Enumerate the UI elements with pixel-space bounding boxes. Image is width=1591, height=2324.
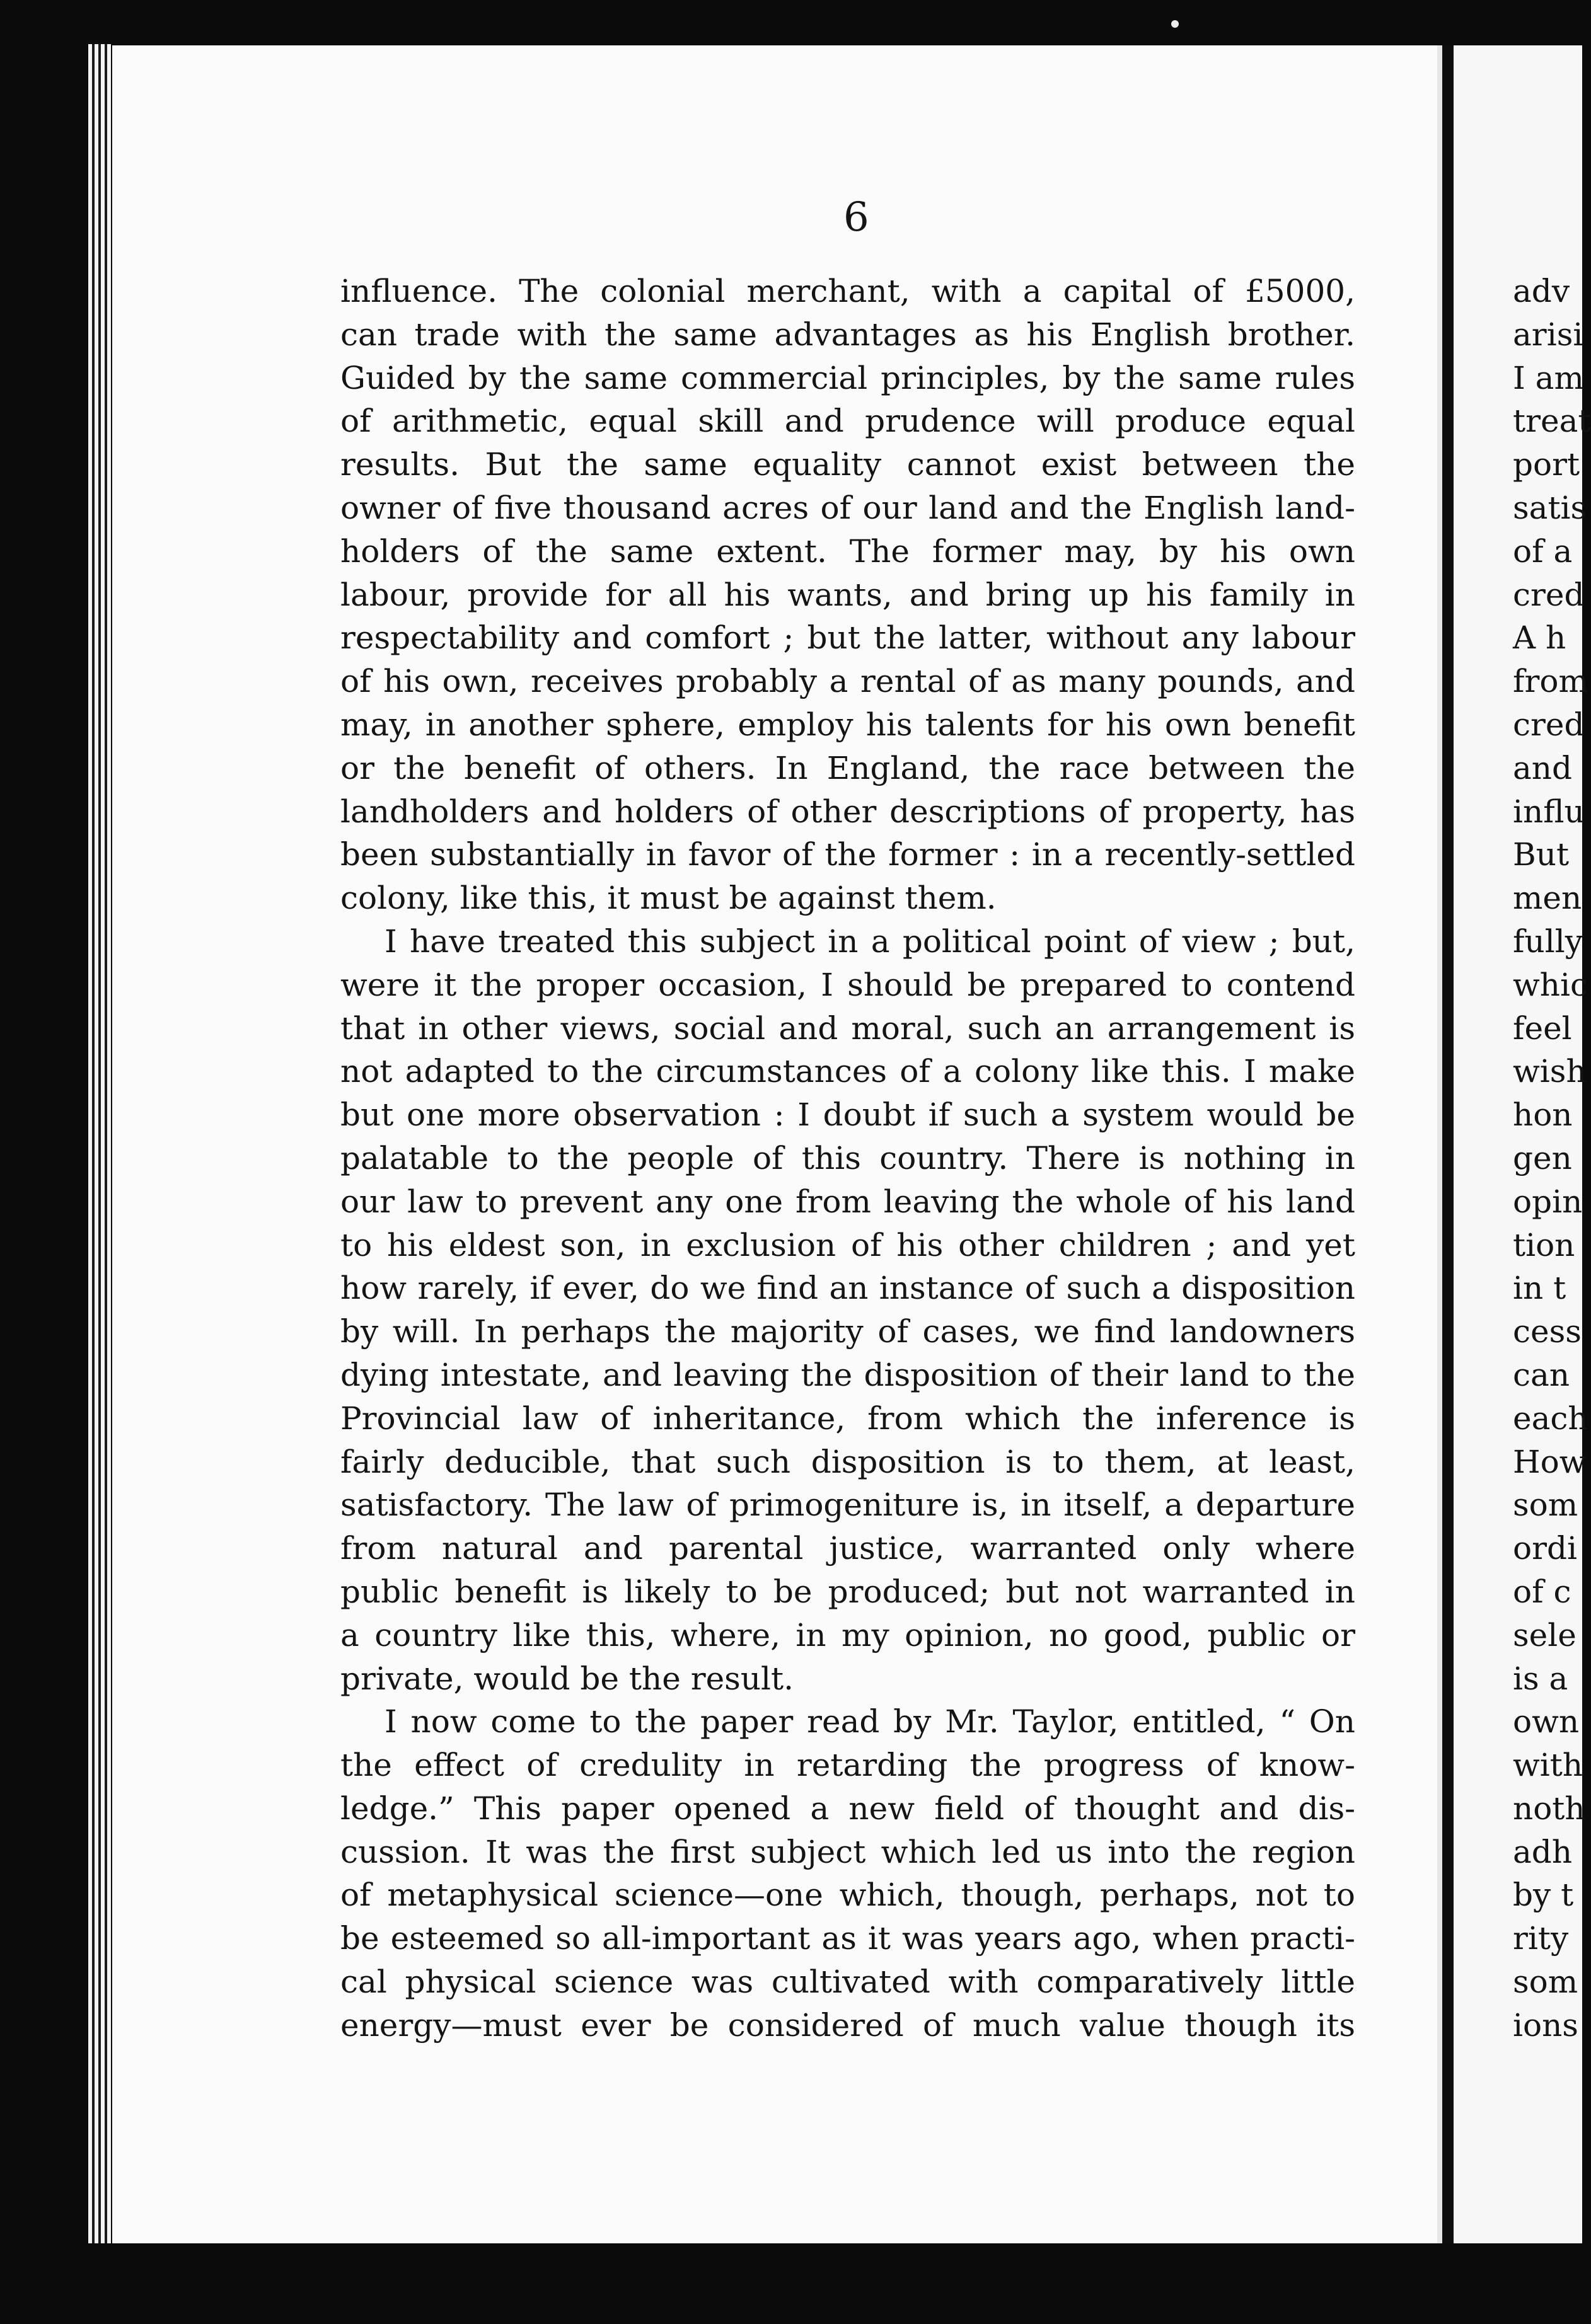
next-page-fragment: feel xyxy=(1513,1010,1572,1047)
text-line: influence. The colonial merchant, with a capital of £5000, xyxy=(340,273,1355,309)
next-page-fragment: cess xyxy=(1513,1313,1582,1350)
text-line: labour, provide for all his wants, and bring up his family in xyxy=(340,576,1355,613)
next-page-fragment: adv xyxy=(1513,273,1570,309)
text-line: can trade with the same advantages as his English brother. xyxy=(340,316,1355,353)
next-page-fragment: of c xyxy=(1513,1573,1571,1610)
next-page-fragment: in t xyxy=(1513,1270,1566,1307)
next-page-fragment: fully xyxy=(1513,923,1583,960)
text-line: Provincial law of inheritance, from which the inference is xyxy=(340,1400,1355,1437)
text-line: holders of the same extent. The former may, by his own xyxy=(340,532,1355,570)
next-page-fragment: hon xyxy=(1513,1096,1573,1134)
text-line: of arithmetic, equal skill and prudence will produce equal xyxy=(340,403,1355,440)
next-page-fragment: with xyxy=(1513,1747,1583,1784)
page-gutter xyxy=(1442,45,1454,2243)
text-line: Guided by the same commercial principles, by the same rules xyxy=(340,359,1355,396)
text-line: be esteemed so all-important as it was years ago, when practi- xyxy=(340,1920,1355,1957)
text-line: been substantially in favor of the former : in a recently-settled xyxy=(340,836,1355,873)
text-line: colony, like this, it must be against them. xyxy=(340,880,997,917)
text-line: by will. In perhaps the majority of cases, we find landowners xyxy=(340,1313,1355,1350)
text-line: were it the proper occasion, I should be prepared to contend xyxy=(340,966,1355,1003)
next-page-fragment: each xyxy=(1513,1400,1588,1437)
text-line: public benefit is likely to be produced; but not warranted in xyxy=(340,1573,1355,1610)
text-line: our law to prevent any one from leaving the whole of his land xyxy=(340,1183,1355,1220)
next-page-fragment: port xyxy=(1513,446,1580,483)
text-line: of metaphysical science—one which, though, perhaps, not to xyxy=(340,1877,1355,1914)
next-page-fragment: som xyxy=(1513,1487,1578,1524)
text-line: the effect of credulity in retarding the progress of know- xyxy=(340,1747,1355,1784)
text-line: of his own, receives probably a rental of as many pounds, and xyxy=(340,663,1355,700)
next-page-fragment: sele xyxy=(1513,1616,1577,1654)
text-line: cussion. It was the first subject which led us into the region xyxy=(340,1833,1355,1870)
book-binding-edge xyxy=(88,44,111,2243)
text-line: palatable to the people of this country. There is nothing in xyxy=(340,1139,1355,1176)
next-page-fragment: How xyxy=(1513,1443,1587,1480)
next-page-fragment: by t xyxy=(1513,1877,1574,1914)
text-line: fairly deducible, that such disposition is to them, at least, xyxy=(340,1443,1355,1480)
text-line: private, would be the result. xyxy=(340,1660,794,1697)
text-line: dying intestate, and leaving the disposition of their land to the xyxy=(340,1356,1355,1393)
next-page-fragment: opin xyxy=(1513,1183,1583,1220)
text-line: ledge.” This paper opened a new field of thought and dis- xyxy=(340,1790,1355,1827)
next-page-fragment: arisi xyxy=(1513,316,1583,353)
text-line: I have treated this subject in a political point of view ; but, xyxy=(385,923,1355,960)
text-line: or the benefit of others. In England, the race between the xyxy=(340,749,1355,786)
next-page-fragment: of a xyxy=(1513,532,1573,570)
next-page-fragment: is a xyxy=(1513,1660,1568,1697)
text-line: but one more observation : I doubt if such a system would be xyxy=(340,1096,1355,1134)
next-page-fragment: ordi xyxy=(1513,1530,1578,1567)
next-page-fragment: ions xyxy=(1513,2006,1578,2044)
next-page-fragment: and xyxy=(1513,749,1573,786)
next-page-fragment: cred xyxy=(1513,706,1585,743)
next-page-text-fragments xyxy=(1513,270,1591,2047)
next-page-fragment: treat xyxy=(1513,403,1591,440)
text-line: from natural and parental justice, warranted only where xyxy=(340,1530,1355,1567)
text-line: cal physical science was cultivated with comparatively little xyxy=(340,1964,1355,2001)
page-number: 6 xyxy=(843,194,869,241)
next-page-fragment: gen xyxy=(1513,1139,1572,1176)
next-page-fragment: men xyxy=(1513,880,1582,917)
next-page-fragment: adh xyxy=(1513,1833,1573,1870)
text-line: respectability and comfort ; but the latter, without any labour xyxy=(340,619,1355,657)
scan-speck xyxy=(1171,20,1179,28)
next-page-fragment: tion xyxy=(1513,1226,1575,1263)
text-line: a country like this, where, in my opinion, no good, public or xyxy=(340,1616,1355,1654)
text-line: results. But the same equality cannot exist between the xyxy=(340,446,1355,483)
text-line: not adapted to the circumstances of a colony like this. I make xyxy=(340,1053,1355,1090)
text-line: may, in another sphere, employ his talents for his own benefit xyxy=(340,706,1355,743)
next-page-fragment: can xyxy=(1513,1356,1570,1393)
next-page-fragment: influ xyxy=(1513,793,1585,830)
next-page-fragment: But xyxy=(1513,836,1570,873)
text-line: how rarely, if ever, do we find an instance of such a disposition xyxy=(340,1270,1355,1307)
page-body-text xyxy=(340,270,1355,2047)
text-line: to his eldest son, in exclusion of his other children ; and yet xyxy=(340,1226,1355,1263)
next-page-fragment: som xyxy=(1513,1964,1578,2001)
text-line: satisfactory. The law of primogeniture is, in itself, a departure xyxy=(340,1487,1355,1524)
next-page-fragment: rity xyxy=(1513,1920,1569,1957)
next-page-fragment: noth xyxy=(1513,1790,1585,1827)
next-page-fragment: whic xyxy=(1513,966,1588,1003)
text-line: energy—must ever be considered of much value though its xyxy=(340,2006,1355,2044)
next-page-fragment: satis xyxy=(1513,489,1587,526)
text-line: that in other views, social and moral, such an arrangement is xyxy=(340,1010,1355,1047)
text-line: landholders and holders of other descriptions of property, has xyxy=(340,793,1355,830)
next-page-fragment: wish xyxy=(1513,1053,1587,1090)
next-page-fragment: cred xyxy=(1513,576,1585,613)
next-page-fragment: from xyxy=(1513,663,1588,700)
next-page-fragment: own xyxy=(1513,1703,1580,1740)
text-line: owner of five thousand acres of our land and the English land- xyxy=(340,489,1355,526)
next-page-fragment: I am xyxy=(1513,359,1584,396)
next-page-fragment: A h xyxy=(1513,619,1566,657)
text-line: I now come to the paper read by Mr. Taylor, entitled, “ On xyxy=(385,1703,1355,1740)
